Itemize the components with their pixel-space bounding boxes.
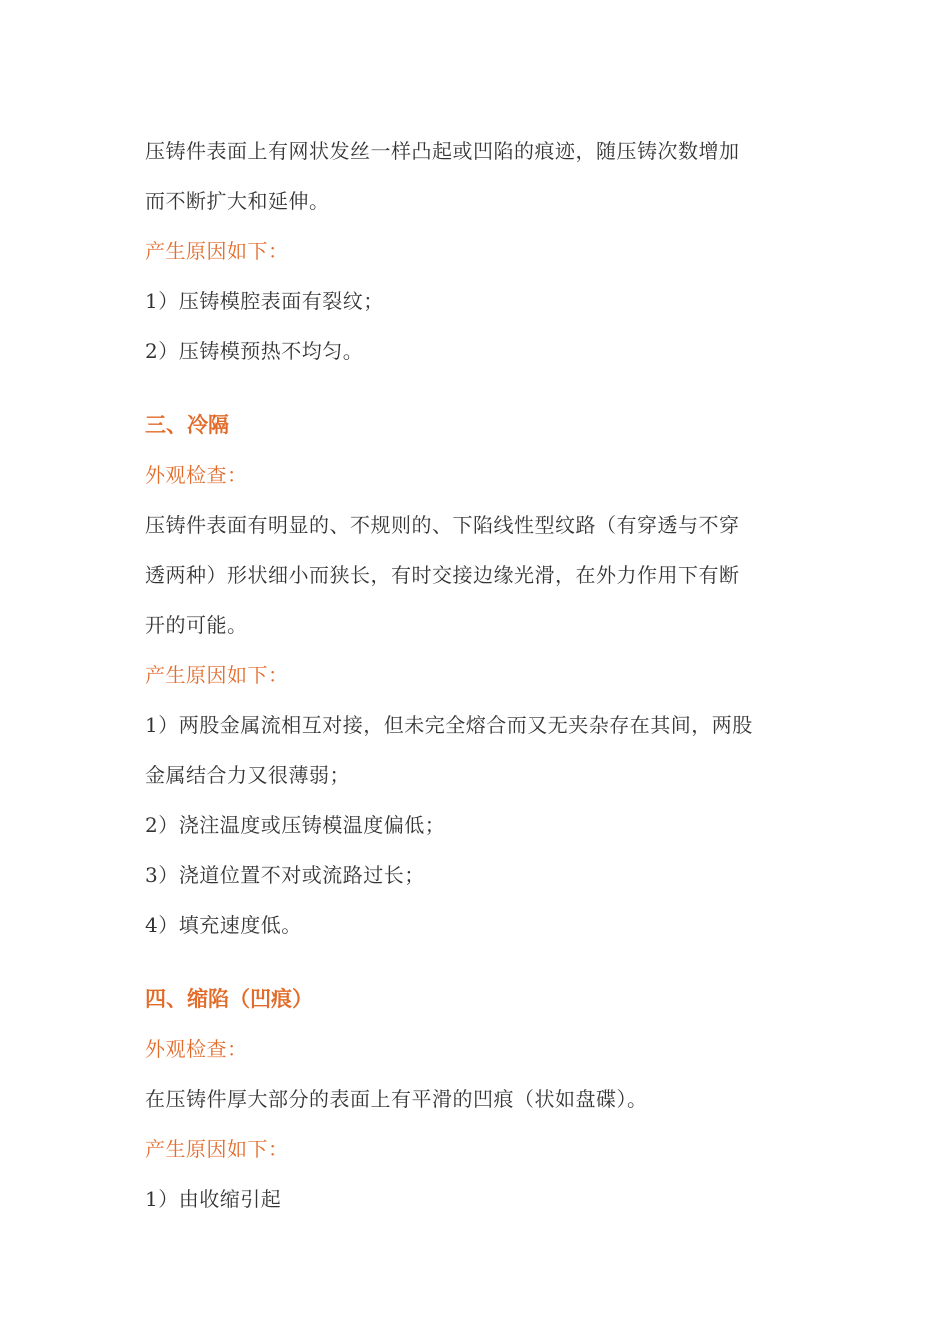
paragraph-line: 而不断扩大和延伸。: [145, 189, 330, 213]
paragraph-line: 开的可能。: [145, 613, 248, 637]
paragraph-line: 压铸件表面上有网状发丝一样凸起或凹陷的痕迹，随压铸次数增加: [145, 139, 740, 163]
cause-item: 2）压铸模预热不均匀。: [145, 339, 364, 363]
inspect-label: 外观检查：: [145, 1037, 248, 1061]
cause-item: 3）浇道位置不对或流路过长；: [145, 863, 425, 887]
cause-item: 4）填充速度低。: [145, 913, 302, 937]
cause-label: 产生原因如下：: [145, 239, 289, 263]
cause-item: 金属结合力又很薄弱；: [145, 763, 350, 787]
section-heading: 三、冷隔: [145, 412, 229, 437]
section-heading: 四、缩陷（凹痕）: [145, 986, 313, 1011]
cause-item: 2）浇注温度或压铸模温度偏低；: [145, 813, 446, 837]
paragraph-line: 压铸件表面有明显的、不规则的、下陷线性型纹路（有穿透与不穿: [145, 513, 740, 537]
section-gap: [145, 376, 825, 400]
cause-label: 产生原因如下：: [145, 663, 289, 687]
paragraph-line: 在压铸件厚大部分的表面上有平滑的凹痕（状如盘碟）。: [145, 1087, 648, 1111]
cause-item: 1）两股金属流相互对接，但未完全熔合而又无夹杂存在其间，两股: [145, 713, 753, 737]
inspect-label: 外观检查：: [145, 463, 248, 487]
document-page: [145, 126, 825, 1224]
cause-item: 1）由收缩引起: [145, 1187, 282, 1211]
paragraph-line: 透两种）形状细小而狭长，有时交接边缘光滑，在外力作用下有断: [145, 563, 740, 587]
cause-item: 1）压铸模腔表面有裂纹；: [145, 289, 384, 313]
cause-label: 产生原因如下：: [145, 1137, 289, 1161]
section-gap: [145, 950, 825, 974]
